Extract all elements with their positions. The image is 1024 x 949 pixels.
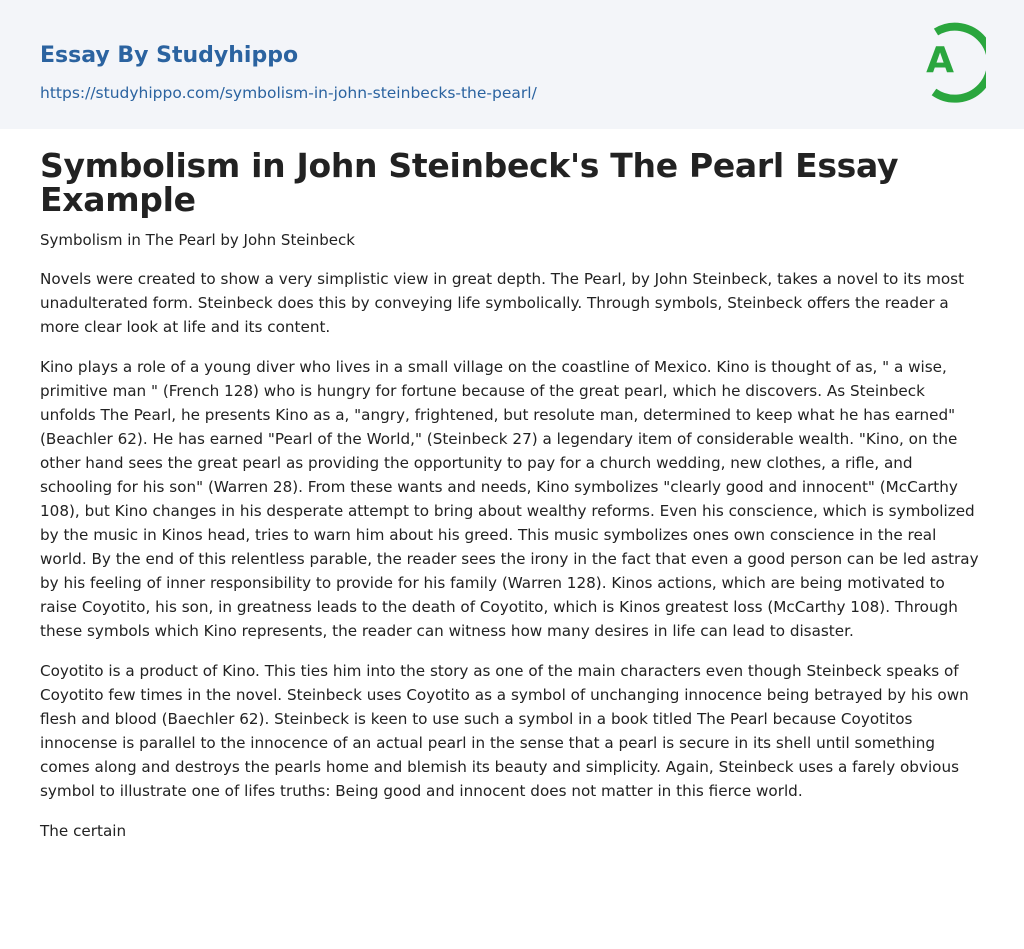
article-body [0, 129, 1024, 843]
paragraph-3: Coyotito is a product of Kino. This ties him into the story as one of the main characters even though Steinbeck speaks of Coyotito few times in the novel. Steinbeck uses Coyotito as a symbol of unchanging innocence being betrayed by his own flesh and blood (Baechler 62). Steinbeck is keen to use such a symbol in a book titled The Pearl because Coyotitos innocense is parallel to the innocence of an actual pearl in the sense that a pearl is secure in its shell until something comes along and destroys the pearls home and blemish its beauty and simplicity. Again, Steinbeck uses a farely obvious symbol to illustrate one of lifes truths: Being good and innocent does not matter in this fierce world. [40, 662, 969, 800]
page-title: Symbolism in John Steinbeck's The Pearl Essay Example [40, 146, 899, 219]
paragraph-1: Novels were created to show a very simplistic view in great depth. The Pearl, by John Steinbeck, takes a novel to its most unadulterated form. Steinbeck does this by conveying life symbolically. Through symbols, Steinbeck offers the reader a more clear look at life and its content. [40, 270, 965, 336]
page-url-link[interactable]: https://studyhippo.com/symbolism-in-john-steinbecks-the-pearl/ [40, 84, 537, 102]
site-name-link[interactable]: Essay By Studyhippo [40, 43, 299, 68]
logo-letter: A [926, 40, 954, 81]
paragraph-4: The certain [40, 822, 127, 840]
paragraph-2: Kino plays a role of a young diver who lives in a small village on the coastline of Mexico. Kino is thought of as, " a wise, primitive man " (French 128) who is hungry for fortune because of the great pearl, which he discovers. As Steinbeck unfolds The Pearl, he presents Kino as a, "angry, frightened, but resolute man, determined to keep what he has earned" (Beachler 62). He has earned "Pearl of the World," (Steinbeck 27) a legendary item of considerable wealth. "Kino, on the other hand sees the great pearl as providing the opportunity to pay for a church wedding, new clothes, a rifle, and schooling for his son" (Warren 28). From these wants and needs, Kino symbolizes "clearly good and innocent" (McCarthy 108), but Kino changes in his desperate attempt to bring about wealthy reforms. Even his conscience, which is symbolized by the music in Kinos head, tries to warn him about his greed. This music symbolizes ones own conscience in the real world. By the end of this relentless parable, the reader sees the irony in the fact that even a good person can be led astray by his feeling of inner responsibility to provide for his family (Warren 128). Kinos actions, which are being motivated to raise Coyotito, his son, in greatness leads to the death of Coyotito, which is Kinos greatest loss (McCarthy 108). Through these symbols which Kino represents, the reader can witness how many desires in life can lead to disaster. [40, 358, 979, 640]
circle-a-logo-icon[interactable] [912, 19, 986, 105]
site-header [0, 0, 1024, 129]
article-subtitle: Symbolism in The Pearl by John Steinbeck [40, 231, 355, 249]
